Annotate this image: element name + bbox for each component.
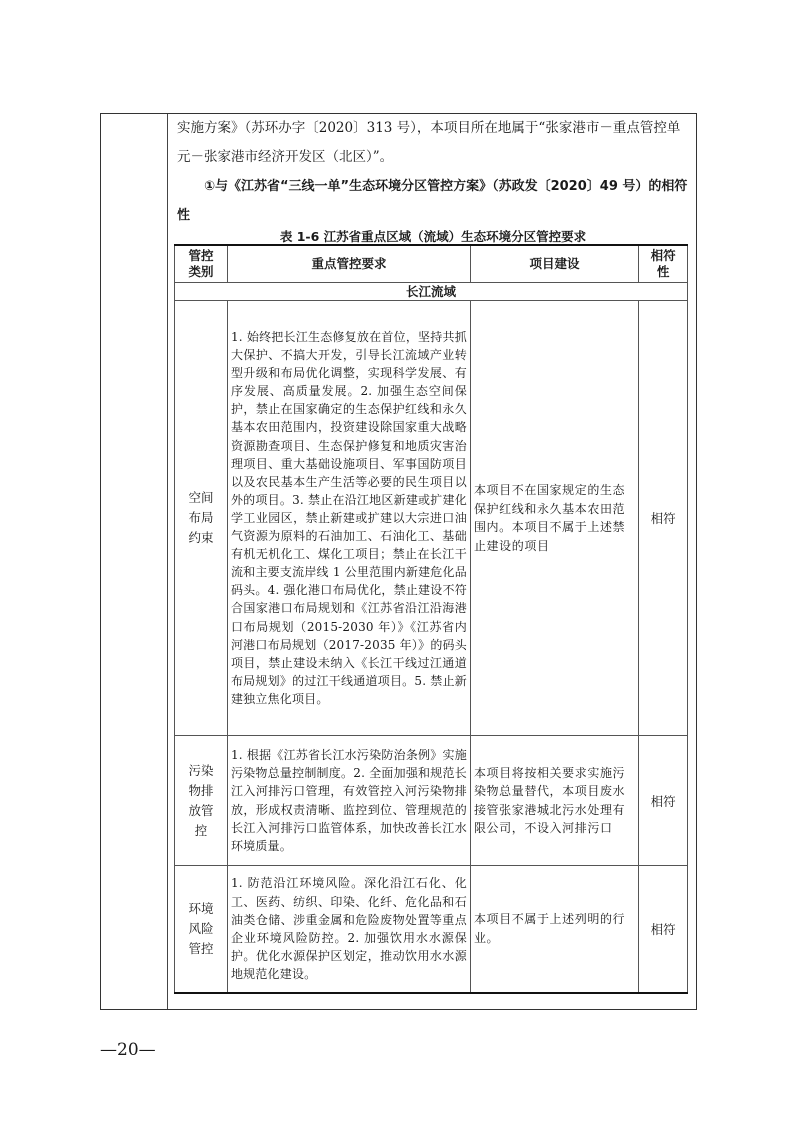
intro-paragraph: 实施方案》（苏环办字〔2020〕313 号），本项目所在地属于“张家港市－重点管控单元－张家港市经济开发区（北区）”。	[177, 120, 681, 165]
table-row	[175, 866, 688, 993]
row-conformity: 相符	[639, 301, 688, 736]
table-header-row	[175, 245, 688, 283]
section-row	[175, 283, 688, 301]
header-requirement: 重点管控要求	[227, 245, 470, 283]
row-project: 本项目不在国家规定的生态保护红线和永久基本农田范围内。本项目不属于上述禁止建设的项目	[470, 301, 638, 736]
row-conformity: 相符	[639, 866, 688, 993]
page-number: —20—	[100, 1040, 156, 1060]
table-row	[175, 301, 688, 736]
row-category: 污染物排放管控	[175, 736, 228, 866]
row-requirement: 1. 防范沿江环境风险。深化沿江石化、化工、医药、纺织、印染、化纤、危化品和石油类仓储、涉重金属和危险废物处置等重点企业环境风险防控。2. 加强饮用水水源保护。优化水源保护区划定，推动饮用水水源地规范化建设。	[227, 866, 470, 993]
table-caption: 表 1-6 江苏省重点区域（流域）生态环境分区管控要求	[279, 229, 587, 244]
row-requirement: 1. 根据《江苏省长江水污染防治条例》实施污染物总量控制制度。2. 全面加强和规范长江入河排污口管理，有效管控入河污染物排放，形成权责清晰、监控到位、管理规范的长江入河排污口监管体系，加快改善长江水环境质量。	[227, 736, 470, 866]
document-frame	[100, 113, 697, 1010]
header-category: 管控类别	[175, 245, 228, 283]
header-conformity: 相符性	[639, 245, 688, 283]
header-project: 项目建设	[470, 245, 638, 283]
section-title: 长江流域	[175, 283, 688, 301]
row-conformity: 相符	[639, 736, 688, 866]
row-project: 本项目不属于上述列明的行业。	[470, 866, 638, 993]
row-requirement: 1. 始终把长江生态修复放在首位，坚持共抓大保护、不搞大开发，引导长江流域产业转型升级和布局优化调整，实现科学发展、有序发展、高质量发展。2. 加强生态空间保护，禁止在国家确定的生态保护红线和永久基本农田范围内，投资建设除国家重大战略资源勘查项目、生态保护修复和地质灾害治理项目、重大基础设施项目、军事国防项目以及农民基本生产生活等必要的民生项目以外的项目。3. 禁止在沿江地区新建或扩建化学工业园区，禁止新建或扩建以大宗进口油气资源为原料的石油加工、石油化工、基础有机无机化工、煤化工项目；禁止在长江干流和主要支流岸线 1 公里范围内新建危化品码头。4. 强化港口布局优化，禁止建设不符合国家港口布局规划和《江苏省沿江沿海港口布局规划（2015-2030 年）》《江苏省内河港口布局规划（2017-2035 年）》的码头项目，禁止建设未纳入《长江干线过江通道布局规划》的过江干线通道项目。5. 禁止新建独立焦化项目。	[227, 301, 470, 736]
row-category: 环境风险管控	[175, 866, 228, 993]
table-row	[175, 736, 688, 866]
requirements-table	[174, 244, 688, 994]
row-project: 本项目将按相关要求实施污染物总量替代，本项目废水接管张家港城北污水处理有限公司，不设入河排污口	[470, 736, 638, 866]
frame-left-column	[101, 114, 168, 1009]
section-heading: ①与《江苏省“三线一单”生态环境分区管控方案》（苏政发〔2020〕49 号）的相符性	[177, 179, 688, 223]
row-category: 空间布局约束	[175, 301, 228, 736]
